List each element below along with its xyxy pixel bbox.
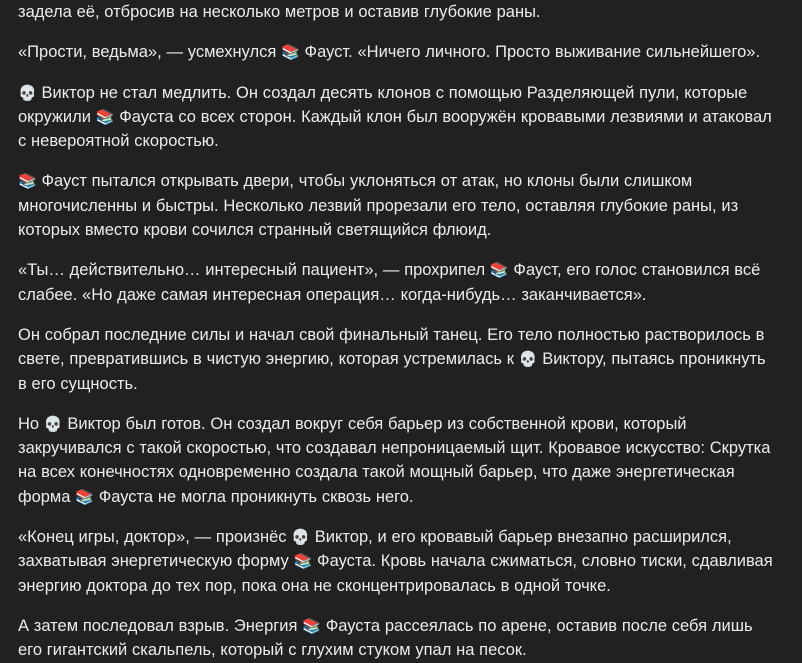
skull-emoji-icon: 💀 xyxy=(43,414,63,433)
paragraph-text: Фауста не могла проникнуть сквозь него. xyxy=(93,487,414,506)
paragraph-text: «Ты… действительно… интересный пациент», — прохрипел xyxy=(18,261,490,280)
paragraph-text: Фауст. «Ничего личного. Просто выживание сильнейшего». xyxy=(299,43,761,62)
story-paragraph xyxy=(18,412,774,509)
skull-emoji-icon: 💀 xyxy=(291,528,310,547)
paragraph-text: задела её, отбросив на несколько метров и оставив глубокие раны. xyxy=(18,3,541,21)
books-emoji-icon: 📚 xyxy=(293,552,313,571)
paragraph-text: Виктор, и его кровавый барьер внезапно расширился, захватывая энергетическую форму xyxy=(18,528,732,571)
story-paragraph xyxy=(18,0,774,24)
story-paragraph xyxy=(18,81,774,154)
paragraph-text: Фауст пытался открывать двери, чтобы уклоняться от атак, но клоны были слишком многочисленны и быстры. Несколько лезвий прорезали его тело, оставляя глубокие раны, из которых вместо крови сочился странный светящийся флюид. xyxy=(18,172,739,240)
paragraph-text: «Прости, ведьма», — усмехнулся xyxy=(18,43,282,62)
books-emoji-icon: 📚 xyxy=(95,107,115,126)
skull-emoji-icon: 💀 xyxy=(518,350,538,369)
paragraph-text: «Конец игры, доктор», — произнёс xyxy=(18,528,292,547)
paragraph-text: Виктору, пытаясь проникнуть в его сущность. xyxy=(18,350,766,393)
books-emoji-icon: 📚 xyxy=(281,43,300,62)
paragraph-text: Виктор был готов. Он создал вокруг себя барьер из собственной крови, который закручивался с такой скоростью, что создавал непроницаемый щит. Кровавое искусство: Скрутка на всех конечностях одновременно создала такой мощный барьер, что даже энергетическая форма xyxy=(18,414,771,506)
message-body xyxy=(18,0,774,663)
story-paragraph xyxy=(18,169,774,242)
skull-emoji-icon: 💀 xyxy=(18,83,37,102)
story-paragraph xyxy=(18,525,774,598)
paragraph-text: Фауста со всех сторон. Каждый клон был вооружён кровавыми лезвиями и атаковал с невероятной скоростью. xyxy=(18,107,772,151)
books-emoji-icon: 📚 xyxy=(18,172,37,191)
paragraph-text: А затем последовал взрыв. Энергия xyxy=(18,616,303,635)
story-paragraph xyxy=(18,258,774,307)
paragraph-text: Но xyxy=(18,414,44,433)
paragraph-text: Фауст, его голос становился всё слабее. «Но даже самая интересная операция… когда-нибудь… заканчивается». xyxy=(18,261,761,304)
books-emoji-icon: 📚 xyxy=(489,261,509,280)
paragraph-text: Фауста рассеялась по арене, оставив после себя лишь его гигантский скальпель, который с глухим стуком упал на песок. xyxy=(18,616,753,660)
books-emoji-icon: 📚 xyxy=(302,616,321,635)
paragraph-text: Он собрал последние силы и начал свой финальный танец. Его тело полностью растворилось в свете, превратившись в чистую энергию, которая устремилась к xyxy=(18,325,765,369)
story-paragraph xyxy=(18,323,774,396)
paragraph-text: Фауста. Кровь начала сжиматься, словно тиски, сдавливая энергию доктора до тех пор, пока она не сконцентрировалась в одной точке. xyxy=(18,552,773,595)
paragraph-text: Виктор не стал медлить. Он создал десять клонов с помощью Разделяющей пули, которые окружили xyxy=(18,83,748,126)
books-emoji-icon: 📚 xyxy=(75,487,94,506)
story-paragraph xyxy=(18,40,774,64)
story-paragraph xyxy=(18,614,774,663)
